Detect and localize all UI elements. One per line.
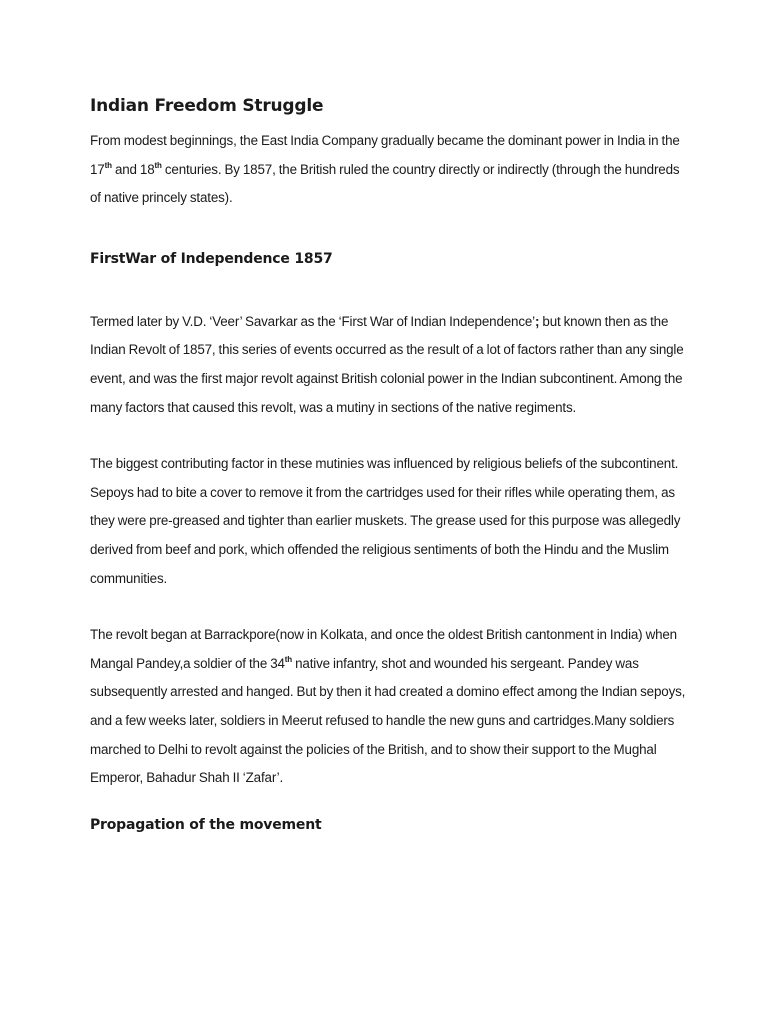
intro-text-1: From modest beginnings, the East India Company gradually became the dominant power in India in the 17 — [90, 133, 680, 177]
paragraph-revolt-began — [90, 621, 690, 793]
intro-paragraph — [90, 127, 690, 213]
paragraph-termed-later — [90, 308, 690, 422]
superscript-th: th — [284, 654, 293, 664]
intro-text-3: centuries. By 1857, the British ruled the country directly or indirectly (through the hundreds of native princely states). — [90, 161, 680, 206]
bold-semicolon: ; — [535, 313, 540, 329]
section-heading-propagation: Propagation of the movement — [90, 816, 322, 833]
superscript-th: th — [154, 160, 162, 170]
document-title: Indian Freedom Struggle — [90, 96, 324, 116]
paragraph-biggest-factor: The biggest contributing factor in these mutinies was influenced by religious beliefs of the subcontinent. Sepoys had to bite a cover to remove it from the cartridges used for their rifles while operating them, as they were pre-greased and tighter than earlier muskets. The grease used for this purpose was allegedly derived from beef and pork, which offended the religious sentiments of both the Hindu and the Muslim communities. — [90, 456, 681, 586]
paragraph-text: native infantry, shot and wounded his sergeant. Pandey was subsequently arrested and hanged. But by then it had created a domino effect among the Indian sepoys, and a few weeks later, soldiers in Meerut refused to handle the new guns and cartridges.Many soldiers marched to Delhi to revolt against the policies of the British, and to show their support to the Mughal Emperor, Bahadur Shah II ‘Zafar’. — [90, 655, 686, 786]
paragraph-text: but known then as the Indian Revolt of 1857, this series of events occurred as the result of a lot of factors rather than any single event, and was the first major revolt against British colonial power in the Indian subcontinent. Among the many factors that caused this revolt, was a mutiny in sections of the native regiments. — [90, 313, 684, 415]
superscript-th: th — [104, 160, 112, 170]
section-heading-first-war: FirstWar of Independence 1857 — [90, 250, 333, 267]
paragraph-text: The revolt began at Barrackpore(now in Kolkata, and once the oldest British cantonment in India) when Mangal Pandey,a soldier of the 34 — [90, 627, 677, 671]
intro-text-2: and 18 — [111, 161, 155, 177]
paragraph-text: Termed later by V.D. ‘Veer’ Savarkar as the ‘First War of Indian Independence’ — [90, 313, 536, 329]
document-page — [90, 94, 690, 835]
